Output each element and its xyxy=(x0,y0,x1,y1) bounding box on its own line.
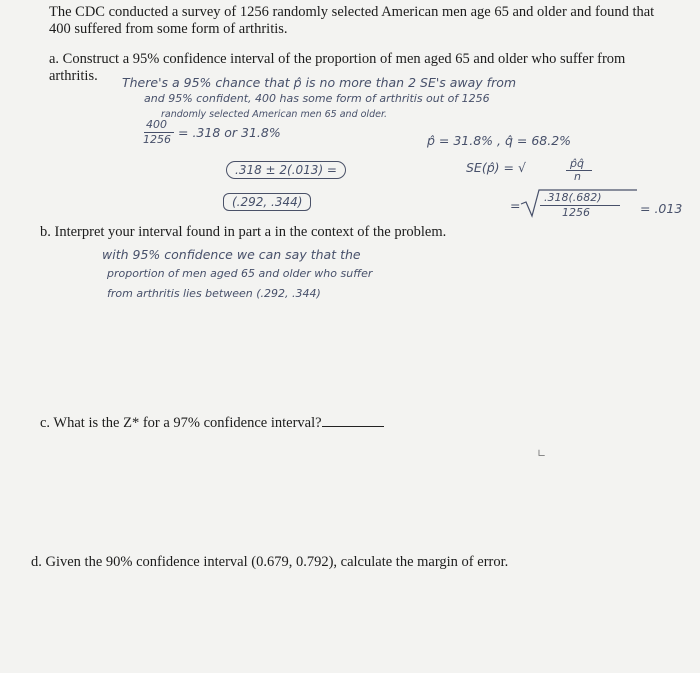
se-formula-denominator: n xyxy=(574,170,581,183)
part-c-answer-blank xyxy=(322,414,384,427)
answer-a-line-1: There's a 95% chance that p̂ is no more than 2 SE's away from xyxy=(122,75,517,90)
p-hat-q-hat: p̂ = 31.8% , q̂ = 68.2% xyxy=(427,133,572,148)
fraction-denominator: 1256 xyxy=(143,133,171,146)
fraction-numerator: 400 xyxy=(146,118,167,131)
se-substitution-denominator: 1256 xyxy=(562,206,590,219)
intro-line-2: 400 suffered from some form of arthritis. xyxy=(49,21,288,37)
ci-calculation-circled: .318 ± 2(.013) = xyxy=(226,161,346,179)
se-formula: SE(p̂) = √ xyxy=(466,160,526,175)
se-equals: = xyxy=(510,198,521,213)
part-d-question: d. Given the 90% confidence interval (0.679, 0.792), calculate the margin of error. xyxy=(31,554,509,570)
part-a-question-line-2: arthritis. xyxy=(49,68,98,84)
answer-a-line-2: and 95% confident, 400 has some form of arthritis out of 1256 xyxy=(144,92,490,105)
stray-mark: ∟ xyxy=(537,447,547,460)
part-a-question-line-1: a. Construct a 95% confidence interval of the proportion of men aged 65 and older who suffer from xyxy=(49,51,626,67)
se-value: = .013 xyxy=(640,201,683,216)
ci-result-boxed: (.292, .344) xyxy=(223,193,311,211)
part-c-question-text: c. What is the Z* for a 97% confidence interval? xyxy=(40,415,322,431)
answer-b-line-3: from arthritis lies between (.292, .344) xyxy=(107,287,321,300)
answer-b-line-1: with 95% confidence we can say that the xyxy=(102,247,361,262)
fraction-result: = .318 or 31.8% xyxy=(178,125,281,140)
part-c-question xyxy=(40,414,384,432)
answer-b-line-2: proportion of men aged 65 and older who suffer xyxy=(107,267,373,280)
answer-a-line-3: randomly selected American men 65 and older. xyxy=(161,109,387,120)
se-formula-numerator: p̂q̂ xyxy=(570,157,584,170)
se-substitution-numerator: .318(.682) xyxy=(544,191,602,204)
part-b-question: b. Interpret your interval found in part a in the context of the problem. xyxy=(40,224,447,240)
intro-line-1: The CDC conducted a survey of 1256 randomly selected American men age 65 and older and found that xyxy=(49,4,655,20)
